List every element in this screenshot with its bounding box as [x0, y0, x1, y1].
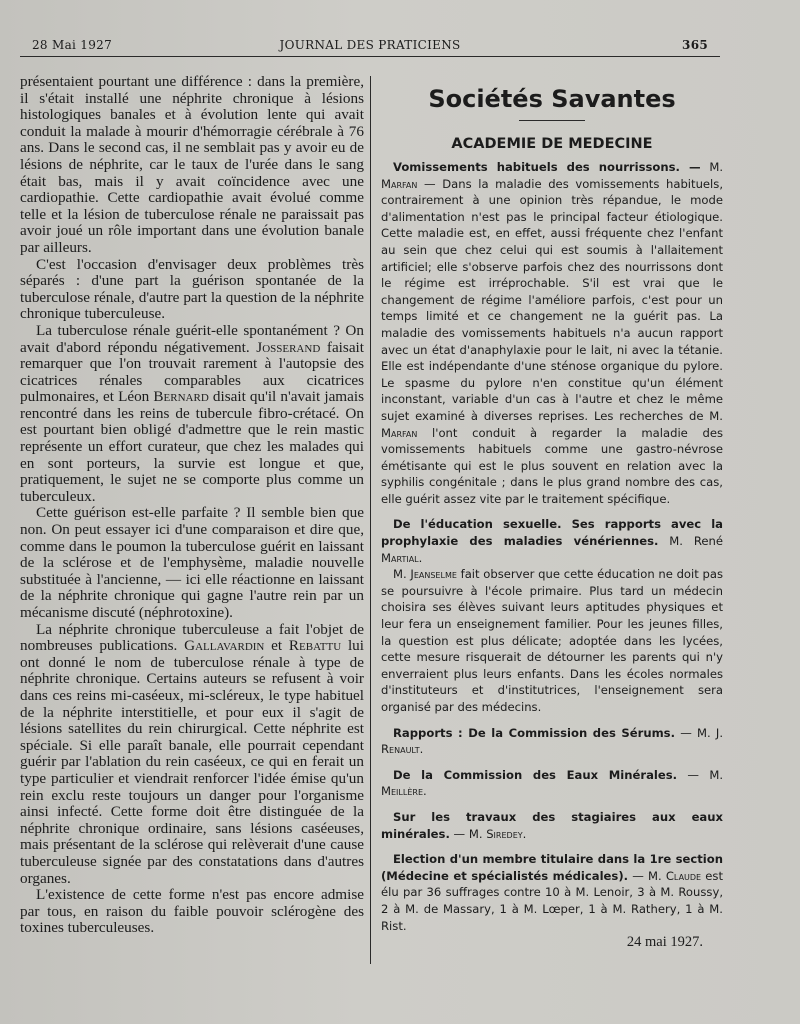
left-paragraph: C'est l'occasion d'envisager deux problèmes très séparés : d'une part la guérison spontanée de la tuberculose rénale, d'autre part la question de la néphrite chronique tuberculeuse. — [20, 255, 364, 323]
column-divider — [370, 76, 371, 964]
title-underline — [519, 120, 585, 121]
report-election: Election d'un membre titulaire dans la 1re section (Médecine et spécialistés médicales). — M. Claude est élu par 36 suffrages contre 10 à M. Lenoir, 3 à M. Roussy, 2 à M. de Massary, 1 à M. Lœper, 1 à M. Rathery, 1 à M. Rist. — [381, 852, 723, 933]
left-column — [20, 74, 364, 937]
running-header — [32, 38, 708, 54]
report-education-body: M. Jeanselme fait observer que cette éducation ne doit pas se poursuivre à l'école primaire. Plus tard un médecin choisira ses élèves suivant leurs aptitudes physiques et leur fera un enseignement familier. Pour les jeunes filles, la question est plus délicate; adoptée dans les lycées, cette mesure risquerait de détourner les parents qui n'y enverraient plus leurs enfants. Dans les écoles normales d'instituteurs et d'institutrices, l'enseignement sera organisé par des médecins. — [381, 567, 724, 714]
header-divider — [20, 56, 720, 57]
right-column — [381, 84, 723, 951]
left-paragraph: Cette guérison est-elle parfaite ? Il semble bien que non. On peut essayer ici d'une comparaison et dire que, comme dans le poumon la tuberculose guérit en laissant de la sclérose et de l'emphysème, maladie nouvelle substituée à l'ancienne, — ici elle réactionne en laissant de la néphrite chronique qui gagne l'autre rein par un mécanisme discuté (néphrotoxine). — [20, 504, 364, 621]
left-paragraph: L'existence de cette forme n'est pas encore admise par tous, en raison du faible pouvoir sclérogène des toxines tuberculeuses. — [20, 886, 364, 937]
page-number: 365 — [682, 38, 708, 52]
section-subtitle: ACADEMIE DE MEDECINE — [451, 136, 653, 152]
report-serums: Rapports : De la Commission des Sérums. — M. J. Renault. — [381, 725, 724, 757]
left-paragraph: La tuberculose rénale guérit-elle spontanément ? On avait d'abord répondu négativement. Josserand faisait remarquer que l'on trouvait rarement à l'autopsie des cicatrices rénales comparables aux cicatrices pulmonaires, et Léon Bernard disait qu'il n'avait jamais rencontré dans les reins de tubercule fibro-crétacé. On est pourtant bien obligé d'admettre que le rein mastic représente un effort curateur, que chez les malades qui en sont porteurs, la survie est longue et que, pratiquement, le sujet ne se comporte plus comme un tuberculeux. — [20, 321, 364, 505]
left-paragraph: La néphrite chronique tuberculeuse a fait l'objet de nombreuses publications. Gallavardin et Rebattu lui ont donné le nom de tuberculose rénale à type de néphrite chronique. Certains auteurs se refusent à voir dans ces reins mi-caséeux, mi-scléreux, le type habituel de la néphrite interstitielle, et pour eux il s'agit de lésions satellites du rein chirurgical. Cette néphrite est spéciale. Si elle paraît banale, elle pourrait cependant guérir par l'ablation du rein caséeux, ce qui en ferait un type particulier et viendrait renforcer l'idée émise qu'un rein exclu reste toujours un danger pour l'organisme ainsi infecté. Cette forme doit être distinguée de la néphrite chronique ordinaire, sans lésions caséeuses, mais présentant de la sclérose qui relèverait d'une cause tuberculeuse signée par des constatations dans d'autres organes. — [20, 620, 364, 887]
journal-title: JOURNAL DES PRATICIENS — [279, 38, 461, 52]
section-title: Sociétés Savantes — [428, 85, 676, 113]
report-date: 24 mai 1927. — [626, 934, 703, 951]
report-stagiaires: Sur les travaux des stagiaires aux eaux minérales. — M. Siredey. — [381, 809, 723, 841]
left-paragraph: présentaient pourtant une différence : dans la première, il s'était installé une néphrite chronique à lésions histologiques banales et à évolution lente qui avait conduit la malade à mourir d'hémorragie cérébrale à 76 ans. Dans le second cas, il ne semblait pas y avoir eu de lésions de néphrite, car le taux de l'urée dans le sang était bas, mais il y avait coïncidence avec une cardiopathie. Cette cardiopathie avait évolué comme telle et la lésion de tuberculose rénale ne paraissait pas avoir joué un rôle important dans une évolution banale par ailleurs. — [20, 73, 364, 256]
report-vomissements: Vomissements habituels des nourrissons. — M. Marfan — Dans la maladie des vomissements habituels, contrairement à une opinion très répandue, le mode d'alimentation n'est pas le principal facteur étiologique. Cette maladie est, en effet, aussi fréquente chez l'enfant au sein que chez celui qui est soumis à l'allaitement artificiel; elle s'observe parfois chez des nourrissons dont le régime est irréprochable. S'il est vrai que le changement de régime l'améliore parfois, c'est pour un temps limité et ce changement ne la guérit pas. La maladie des vomissements habituels n'a aucun rapport avec un état d'anaphylaxie pour le lait, ni avec la tétanie. Elle est indépendante d'une sténose organique du pylore. Le spasme du pylore n'en constitue qu'un élément inconstant, variable d'un cas à l'autre et chez le même sujet examiné à diverses reprises. Les recherches de M. Marfan l'ont conduit à regarder la maladie des vomissements habituels comme une gastro-névrose émétisante qui est le plus souvent en relation avec la syphilis congénitale ; dans le plus grand nombre des cas, elle guérit assez vite par le traitement spécifique. — [381, 160, 724, 506]
report-education: De l'éducation sexuelle. Ses rapports avec la prophylaxie des maladies vénériennes. M. René Martial. — [381, 517, 723, 565]
report-eaux-minerales: De la Commission des Eaux Minérales. — M. Meillère. — [381, 767, 724, 799]
issue-date: 28 Mai 1927 — [32, 38, 113, 52]
